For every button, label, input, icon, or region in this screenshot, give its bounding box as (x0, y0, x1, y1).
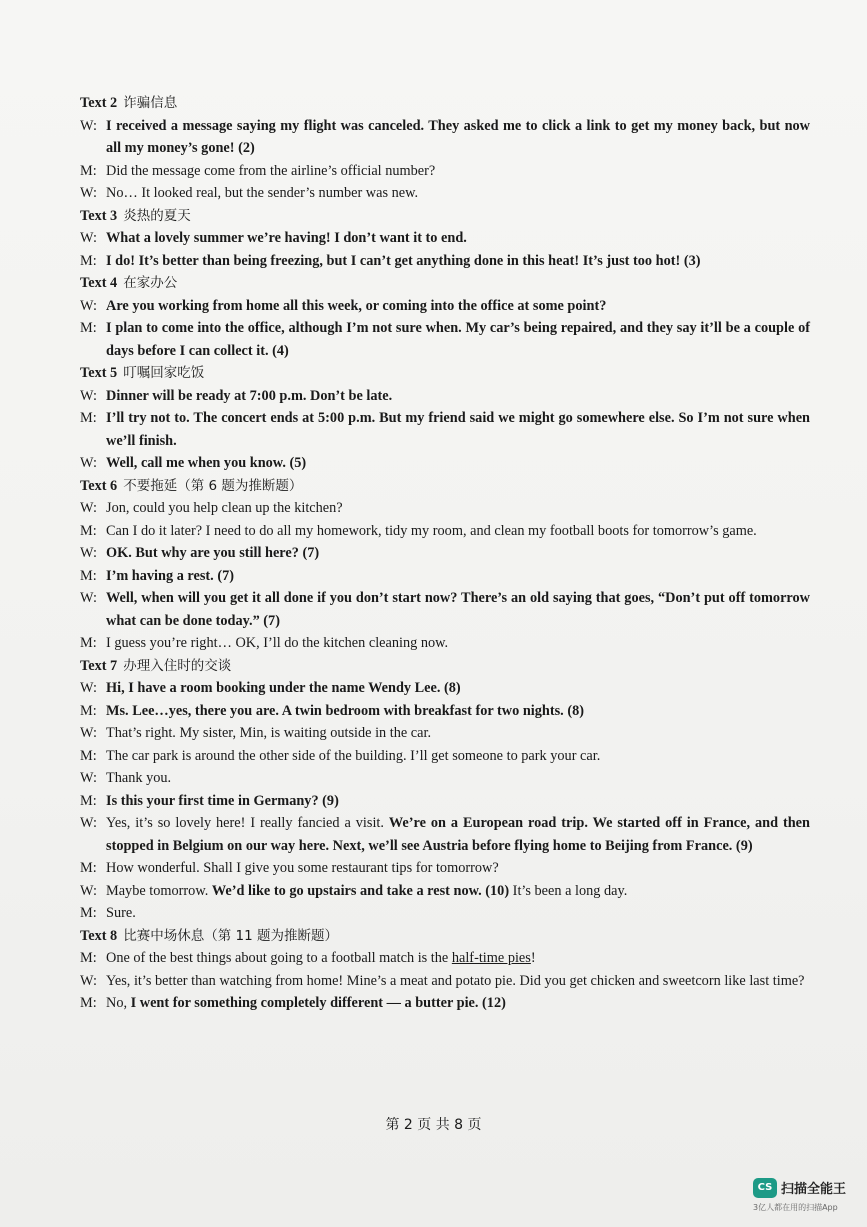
dialogue-line: W: Dinner will be ready at 7:00 p.m. Don’t be late. (80, 387, 393, 404)
section-heading: Text 8 比赛中场休息（第 11 题为推断题） (80, 927, 338, 944)
dialogue-line: M: No, I went for something completely different — a butter pie. (12) (80, 995, 506, 1011)
dialogue-line: M: Ms. Lee…yes, there you are. A twin bedroom with breakfast for two nights. (8) (80, 702, 584, 719)
dialogue-line: M: Can I do it later? I need to do all my homework, tidy my room, and clean my football boots for tomorrow’s game. (80, 522, 757, 539)
dialogue-line: W: That’s right. My sister, Min, is waiting outside in the car. (80, 725, 432, 741)
dialogue-line: W: Hi, I have a room booking under the name Wendy Lee. (8) (80, 680, 461, 696)
dialogue-line: M: Is this your first time in Germany? (9) (80, 792, 339, 809)
watermark-tagline: 3亿人都在用的扫描App (753, 1203, 838, 1212)
scanner-watermark (753, 1176, 853, 1216)
dialogue-line: M: I plan to come into the office, although I’m not sure when. My car’s being repaired, and they say it’ll be a couple of days before I can collect it. (4) (80, 320, 810, 359)
section-heading: Text 5 叮嘱回家吃饭 (80, 365, 205, 381)
dialogue-line: W: Well, call me when you know. (5) (80, 455, 307, 471)
transcript (80, 92, 810, 1015)
dialogue-line: W: OK. But why are you still here? (7) (80, 545, 320, 561)
dialogue-line: M: I’ll try not to. The concert ends at 5:00 p.m. But my friend said we might go somewhere else. So I’m not sure when we’ll finish. (80, 410, 810, 449)
dialogue-line: M: The car park is around the other side of the building. I’ll get someone to park your car. (80, 747, 601, 764)
dialogue-line: W: I received a message saying my flight was canceled. They asked me to click a link to get my money back, but now all my money’s gone! (2) (80, 117, 810, 156)
section-heading: Text 3 炎热的夏天 (80, 207, 191, 224)
page-number: 第 2 页 共 8 页 (385, 1117, 482, 1133)
dialogue-line: W: Yes, it’s better than watching from home! Mine’s a meat and potato pie. Did you get chicken and sweetcorn like last time? (80, 972, 805, 989)
dialogue-line: W: No… It looked real, but the sender’s number was new. (80, 185, 419, 201)
dialogue-line: M: I guess you’re right… OK, I’ll do the kitchen cleaning now. (80, 635, 449, 651)
dialogue-line: W: Jon, could you help clean up the kitchen? (80, 500, 343, 516)
dialogue-line: M: I’m having a rest. (7) (80, 567, 235, 584)
dialogue-line: M: How wonderful. Shall I give you some restaurant tips for tomorrow? (80, 860, 499, 876)
dialogue-line: M: I do! It’s better than being freezing, but I can’t get anything done in this heat! It’s just too hot! (3) (80, 252, 701, 269)
dialogue-line: W: Are you working from home all this week, or coming into the office at some point? (80, 297, 607, 314)
section-heading: Text 7 办理入住时的交谈 (80, 657, 232, 674)
section-heading: Text 4 在家办公 (80, 275, 178, 291)
dialogue-line: M: Did the message come from the airline’s official number? (80, 162, 436, 179)
section-heading: Text 2 诈骗信息 (80, 95, 178, 111)
dialogue-line: W: What a lovely summer we’re having! I don’t want it to end. (80, 230, 467, 246)
dialogue-line: W: Thank you. (80, 770, 172, 786)
dialogue-line: M: Sure. (80, 905, 136, 921)
dialogue-line: M: One of the best things about going to a football match is the half-time pies! (80, 950, 536, 966)
dialogue-line: W: Well, when will you get it all done if you don’t start now? There’s an old saying that goes, “Don’t put off tomorrow what can be done today.” (7) (80, 590, 810, 629)
camscanner-logo-icon: CS (753, 1178, 777, 1198)
dialogue-line: W: Maybe tomorrow. We’d like to go upstairs and take a rest now. (10) It’s been a long day. (80, 882, 628, 899)
dialogue-line: W: Yes, it’s so lovely here! I really fancied a visit. We’re on a European road trip. We started off in France, and then stopped in Belgium on our way here. Next, we’ll see Austria before flying home to Beijing from France. (9) (80, 815, 810, 854)
section-heading: Text 6 不要拖延（第 6 题为推断题） (80, 477, 303, 494)
watermark-name: 扫描全能王 (781, 1182, 847, 1197)
